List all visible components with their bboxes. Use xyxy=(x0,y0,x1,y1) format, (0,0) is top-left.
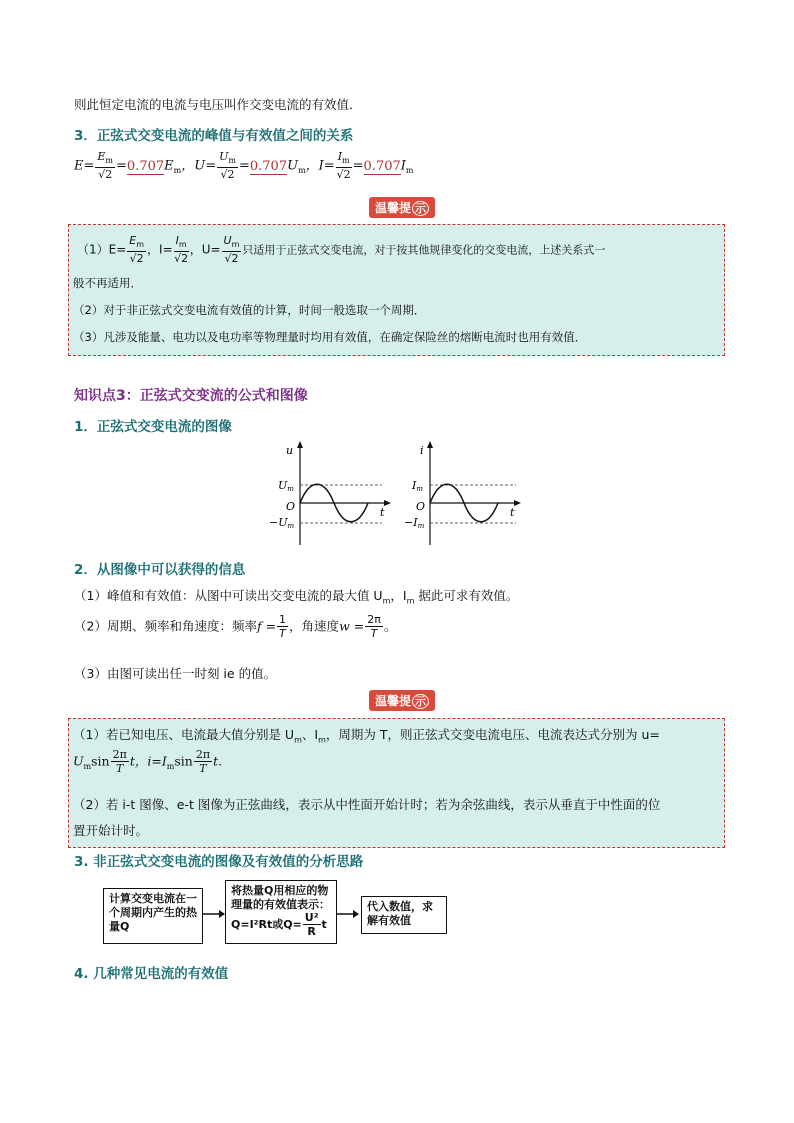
tip2-line1: （1）若已知电压、电流最大值分别是 $U_m$、$I_m$，周期为 T，则正弦式交变电流电压、电流表达式分别为 u= xyxy=(73,727,660,745)
x-label: t xyxy=(380,506,385,519)
tip1-item2: （2）对于非正弦式交变电流有效值的计算，时间一般选取一个周期． xyxy=(73,303,426,317)
tip-badge: 温馨提 示 xyxy=(369,197,435,218)
flow-box-3: 代入数值，求解有效值 xyxy=(361,896,447,934)
info-item-3: （3）由图可读出任一时刻 ie 的值。 xyxy=(74,666,277,681)
tip-badge: 温馨提 示 xyxy=(369,690,435,711)
tip-box-2 xyxy=(68,718,725,848)
section3-heading: 3．正弦式交变电流的峰值与有效值之间的关系 xyxy=(74,128,354,144)
peak-label: Um xyxy=(278,479,294,493)
info-item-1: （1）峰值和有效值：从图中可读出交变电流的最大值 $U_m$，$I_m$ 据此可求有效值。 xyxy=(74,588,519,606)
tip-box-1 xyxy=(68,224,725,356)
tip1-item1: （1）E= $\frac{E_m}{√2}$ ，I= $\frac{I_m}{√2}$ ，U= $\frac{U_m}{√2}$ 只适用于正弦式交变电流，对于按其他规律变化的交变电流，上述关系式一 xyxy=(77,234,606,266)
tip2-line4: 置开始计时。 xyxy=(73,823,149,838)
flow-arrow-2 xyxy=(337,908,361,920)
info-item-2: （2）周期、频率和角速度：频率f = $\frac{1}{T}$ ，角速度w = $\frac{2\pi}{T}$ 。 xyxy=(74,613,397,640)
tip2-line2: $U_m\sin$ $\frac{2\pi}{T}$ t，$i=I_m\sin$ $\frac{2\pi}{T}$ t. xyxy=(73,748,223,775)
subsection1-heading: 1．正弦式交变电流的图像 xyxy=(74,419,232,435)
tip2-line3: （2）若 i-t 图像、e-t 图像为正弦曲线，表示从中性面开始计时；若为余弦曲线，表示从垂直于中性面的位 xyxy=(73,797,661,812)
y-label: u xyxy=(286,444,294,457)
flow-arrow-1 xyxy=(203,908,227,920)
graph-u-t xyxy=(262,440,392,546)
subsection3-heading: 3. 非正弦式交变电流的图像及有效值的分析思路 xyxy=(74,854,364,870)
neg-peak-label: −Im xyxy=(404,516,425,530)
x-arrow xyxy=(514,500,521,506)
x-label: t xyxy=(510,506,515,519)
tip1-item3: （3）凡涉及能量、电功以及电功率等物理量时均用有效值，在确定保险丝的熔断电流时也用有效值． xyxy=(73,330,587,344)
subsection4-heading: 4. 几种常见电流的有效值 xyxy=(74,966,229,982)
y-arrow xyxy=(297,441,303,448)
intro-line: 则此恒定电流的电流与电压叫作交变电流的有效值． xyxy=(74,97,362,112)
x-arrow xyxy=(384,500,391,506)
flow-box-2: 将热量Q用相应的物理量的有效值表示： Q=I²Rt或Q= $\frac{\text{U²}}{R}$ t xyxy=(225,880,337,944)
flow-box-1: 计算交变电流在一个周期内产生的热量Q xyxy=(103,888,203,944)
neg-peak-label: −Um xyxy=(269,516,295,530)
knowledge-point-3-heading: 知识点3：正弦式交变流的公式和图像 xyxy=(74,388,308,404)
origin-label: O xyxy=(286,500,296,513)
subsection2-heading: 2．从图像中可以获得的信息 xyxy=(74,562,246,578)
peak-label: Im xyxy=(412,479,423,493)
peak-rms-formula: E= $\frac{E_m}{√2}$ $=0.707E_m$，U= $\frac{U_m}{√2}$ $=0.707U_m$，I= $\frac{I_m}{√2}$ $=0.707I_m$ xyxy=(74,150,414,182)
origin-label: O xyxy=(416,500,426,513)
graph-i-t xyxy=(392,440,522,546)
y-label: i xyxy=(420,444,424,457)
tip1-item1-cont: 般不再适用． xyxy=(73,276,142,290)
y-arrow xyxy=(427,441,433,448)
